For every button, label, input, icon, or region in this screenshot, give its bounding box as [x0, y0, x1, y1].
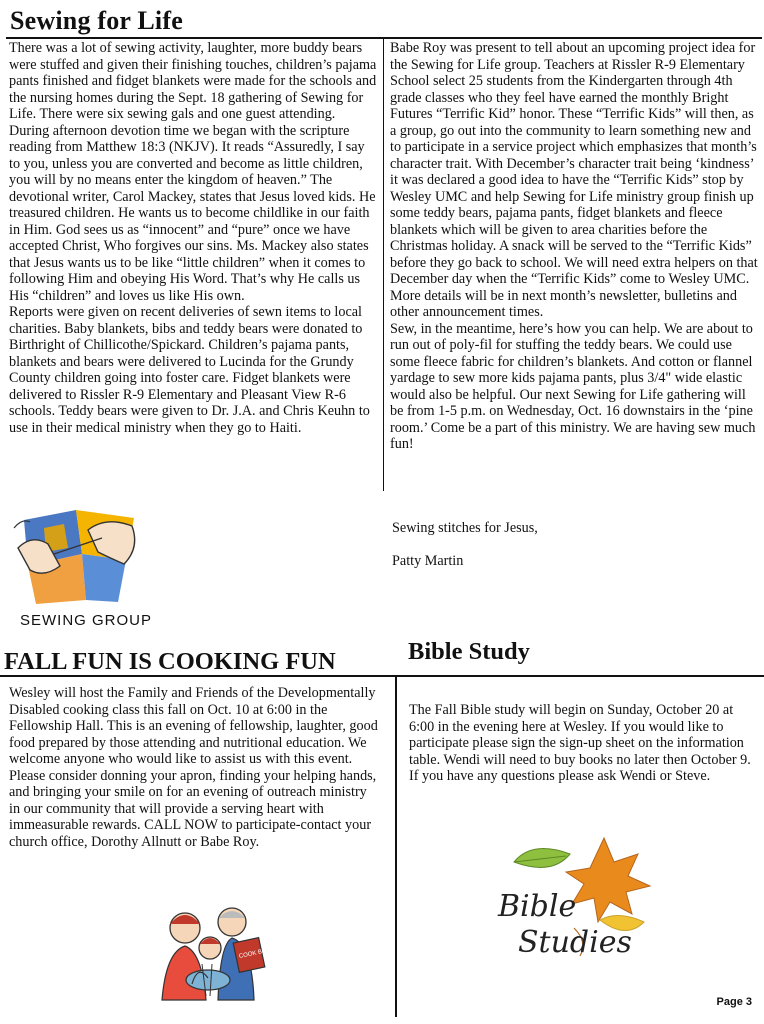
sewing-right-column	[390, 40, 760, 453]
sewing-signoff	[392, 520, 692, 586]
sewing-closing: Sewing stitches for Jesus,	[392, 520, 538, 536]
family-cooking-icon	[140, 900, 276, 1005]
cook-book-label: COOK BOOK	[238, 946, 276, 961]
sewing-group-caption: SEWING GROUP	[20, 612, 153, 629]
fall-body: Wesley will host the Family and Friends of the Developmentally Disabled cooking class this fall on Oct. 10 at 6:00 in the Fellowship Hall. This is an evening of fellowship, laughter, good food prepared by those attending and nutritional education. We welcome anyone who would like to assist us with this event. Please consider donning your apron, finding your helping hands, and bringing your smile on for an evening of outreach ministry in our community that will provide a serving heart with immeasurable rewards. CALL NOW to participate-contact your church office, Dorothy Allnutt or Babe Roy.	[9, 685, 378, 850]
sewing-paragraph: Babe Roy was present to tell about an upcoming project idea for the Sewing for Life group. Teachers at Rissler R-9 Elementary School select 25 students from the Kindergarten through 4th grade classes who they feel have earned the monthly Bright Futures “Terrific Kid” honor. These “Terrific Kids” will then, as a group, go out into the community to learn something new and to participate in a service project which emphasizes that month’s character trait. With December’s character trait being ‘kindness’ it was declared a good idea to have the “Terrific Kids” stop by Wesley UMC and help Sewing for Life ministry group finish up some teddy bears, pajama pants, fidget blankets and fleece blankets which will be given to area charities before the Christmas holiday. A snack will be served to the “Terrific Kids” before they go back to school. We will need extra helpers on that December day when the “Terrific Kids” come to Wesley UMC. More details will be in next month’s newsletter, bulletins and other announcement times.	[390, 40, 758, 320]
sewing-signature: Patty Martin	[392, 553, 464, 569]
sewing-column-divider	[383, 39, 384, 491]
sewing-header-rule	[6, 37, 762, 39]
sewing-paragraph: There was a lot of sewing activity, laughter, more buddy bears were stuffed and given their finishing touches, children’s pajama pants finished and fidget blankets were made for the schools and the nursing homes during the Sept. 18 gathering of Sewing for Life. There were six sewing gals and one guest attending.	[9, 40, 377, 122]
lower-column-divider	[395, 677, 397, 1017]
bible-logo-text: Bible	[498, 889, 577, 924]
bible-study-body: The Fall Bible study will begin on Sunday, October 20 at 6:00 in the evening here at Wesley. If you would like to participate please sign the sign-up sheet on the information table. Wendi will need to buy books no later then October 9. If you have any questions please ask Wendi or Steve.	[409, 702, 751, 784]
bible-study-title: Bible Study	[408, 638, 530, 665]
page-number: Page 3	[716, 996, 752, 1008]
studies-logo-text: Studies	[518, 925, 632, 960]
sewing-paragraph: Sew, in the meantime, here’s how you can help. We are about to run out of poly-fil for stuffing the teddy bears. We could use some fleece fabric for children’s blankets. And cotton or flannel yardage to sew more kids pajama pants, plus 3/4" wide elastic would also be helpful. Our next Sewing for Life gathering will be from 1-5 p.m. on Wednesday, Oct. 16 downstairs in the ‘pine room.’ Come be a part of this ministry. We are having sew much fun!	[390, 320, 756, 452]
autumn-leaves-icon	[492, 832, 667, 972]
fall-title: FALL FUN IS COOKING FUN	[4, 648, 336, 675]
sewing-paragraph: During afternoon devotion time we began with the scripture reading from Matthew 18:3 (NKJV). It reads “Assuredly, I say to you, unless you are converted and become as little children, you will by no means enter the kingdom of heaven.” The devotional writer, Carol Mackey, states that Jesus loved kids. He treasured children. He wants us to become childlike in our faith in Him. God sees us as “innocent” and “pure” once we have accepted Christ, Who forgives our sins. Ms. Mackey also states that Jesus wants us to be like “little children” when it comes to following Him and obeying His Word. That’s why He calls us His “children” and loves us like His own.	[9, 122, 376, 304]
sewing-left-column	[9, 40, 379, 436]
sewing-paragraph: Reports were given on recent deliveries of sewn items to local charities. Baby blankets, bibs and teddy bears were donated to Birthright of Chillicothe/Spickard. Children’s pajama pants, blankets and bears were delivered to Lucinda for the Grundy County children going into foster care. Fidget blankets were delivered to Rissler R-9 Elementary and Pleasant View R-6 schools. Teddy bears were given to Dr. J.A. and Chris Keuhn to use in their medical ministry when they go to Haiti.	[9, 304, 370, 436]
sewing-hands-icon	[14, 508, 154, 608]
lower-section-rule	[0, 675, 764, 677]
sewing-title: Sewing for Life	[10, 6, 183, 35]
